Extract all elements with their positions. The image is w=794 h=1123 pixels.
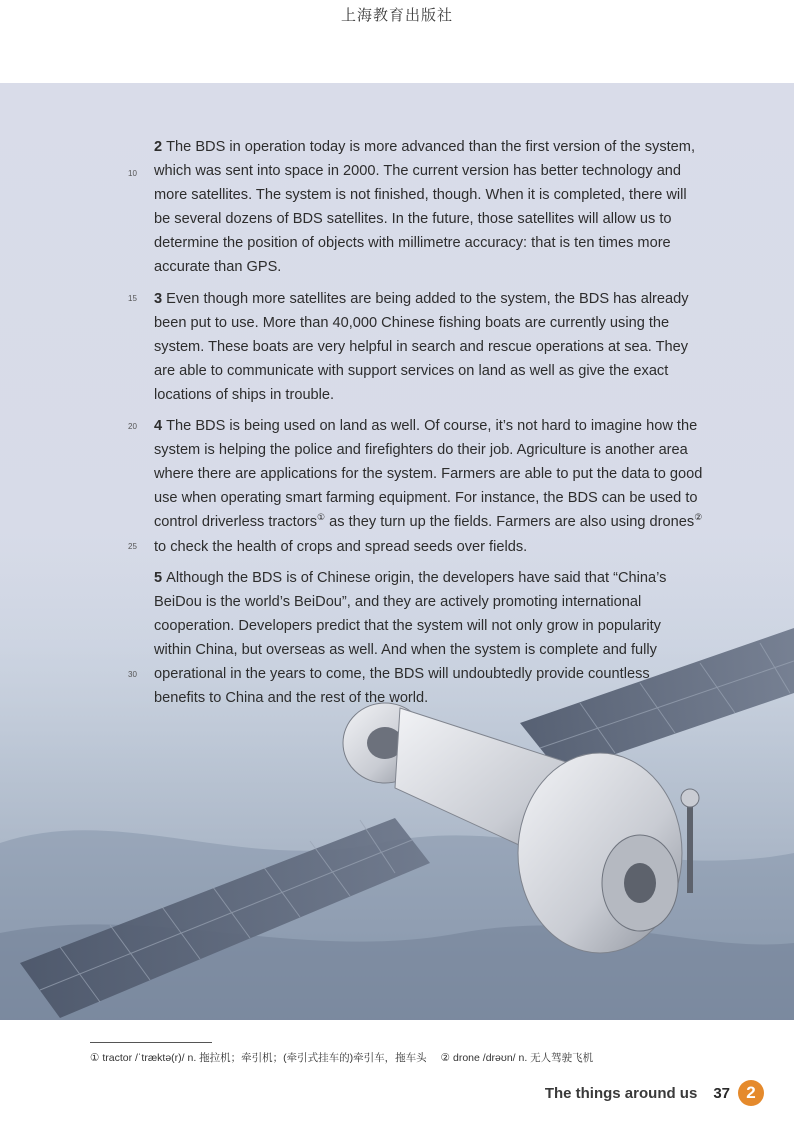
text-line: to check the health of crops and spread seeds over fields. (154, 538, 528, 555)
text-line: operational in the years to come, the BDS will undoubtedly provide countless (154, 665, 650, 682)
text-line: cooperation. Developers predict that the system will not only grow in popularity (154, 617, 661, 634)
paragraph-number: 3 (154, 290, 163, 307)
unit-badge: 2 (738, 1080, 764, 1106)
line-number: 10 (128, 169, 137, 178)
text-line: more satellites. The system is not finished, though. When it is completed, there will (154, 187, 687, 204)
text-line: as they turn up the fields. Farmers are also using drones (325, 514, 695, 531)
paragraph-5 (154, 566, 724, 711)
footnote-ref-2[interactable]: ② (694, 512, 703, 523)
footnote-ref-1[interactable]: ① (317, 512, 326, 523)
footnote-divider (90, 1042, 212, 1043)
text-line: control driverless tractors (154, 514, 318, 531)
text-line: use when operating smart farming equipment. For instance, the BDS can be used to (154, 490, 698, 507)
footnote-drone: ② drone /drəʊn/ n. 无人驾驶飞机 (440, 1052, 594, 1064)
text-line: are able to communicate with support services on land as well as give the exact (154, 362, 669, 379)
page-footer (545, 1080, 764, 1106)
text-line: which was sent into space in 2000. The current version has better technology and (154, 163, 682, 180)
paragraph-number: 4 (154, 418, 163, 435)
line-number: 30 (128, 670, 137, 679)
text-line: Although the BDS is of Chinese origin, the developers have said that “China’s (166, 569, 667, 586)
text-line: BeiDou is the world’s BeiDou”, and they are actively promoting international (154, 593, 642, 610)
text-line: within China, but overseas as well. And when the system is complete and fully (154, 641, 657, 658)
unit-title: The things around us (544, 1084, 698, 1102)
text-line: locations of ships in trouble. (154, 386, 335, 403)
footnote (90, 1050, 770, 1065)
text-line: benefits to China and the rest of the world. (154, 690, 429, 707)
text-line: been put to use. More than 40,000 Chinese fishing boats are currently using the (154, 314, 670, 331)
line-number: 25 (128, 542, 137, 551)
publisher-header: 上海教育出版社 (340, 6, 453, 24)
text-line: where there are applications for the system. Farmers are able to put the data to good (154, 466, 703, 483)
line-number: 20 (128, 422, 137, 431)
footnote-tractor: ① tractor /ˈtræktə(r)/ n. 拖拉机；牵引机；(牵引式挂车的)牵引车，拖车头 (90, 1052, 427, 1064)
text-line: system is helping the police and firefighters do their job. Agriculture is another area (154, 442, 688, 459)
paragraph-number: 5 (154, 569, 163, 586)
paragraph-2 (154, 135, 724, 280)
text-line: determine the position of objects with millimetre accuracy: that is ten times more (154, 235, 671, 252)
text-line: be several dozens of BDS satellites. In the future, those satellites will allow us to (154, 211, 672, 228)
reading-panel (0, 83, 794, 1020)
line-number: 15 (128, 294, 137, 303)
text-line: Even though more satellites are being added to the system, the BDS has already (166, 290, 689, 307)
reading-text (154, 135, 724, 717)
text-line: accurate than GPS. (154, 259, 282, 276)
paragraph-3 (154, 287, 724, 407)
paragraph-4 (154, 414, 724, 559)
text-line: The BDS in operation today is more advanced than the first version of the system, (166, 139, 696, 155)
text-line: system. These boats are very helpful in search and rescue operations at sea. They (154, 338, 689, 355)
paragraph-number: 2 (154, 139, 163, 155)
text-line: The BDS is being used on land as well. Of course, it’s not hard to imagine how the (166, 418, 698, 435)
page-number: 37 (713, 1084, 730, 1102)
